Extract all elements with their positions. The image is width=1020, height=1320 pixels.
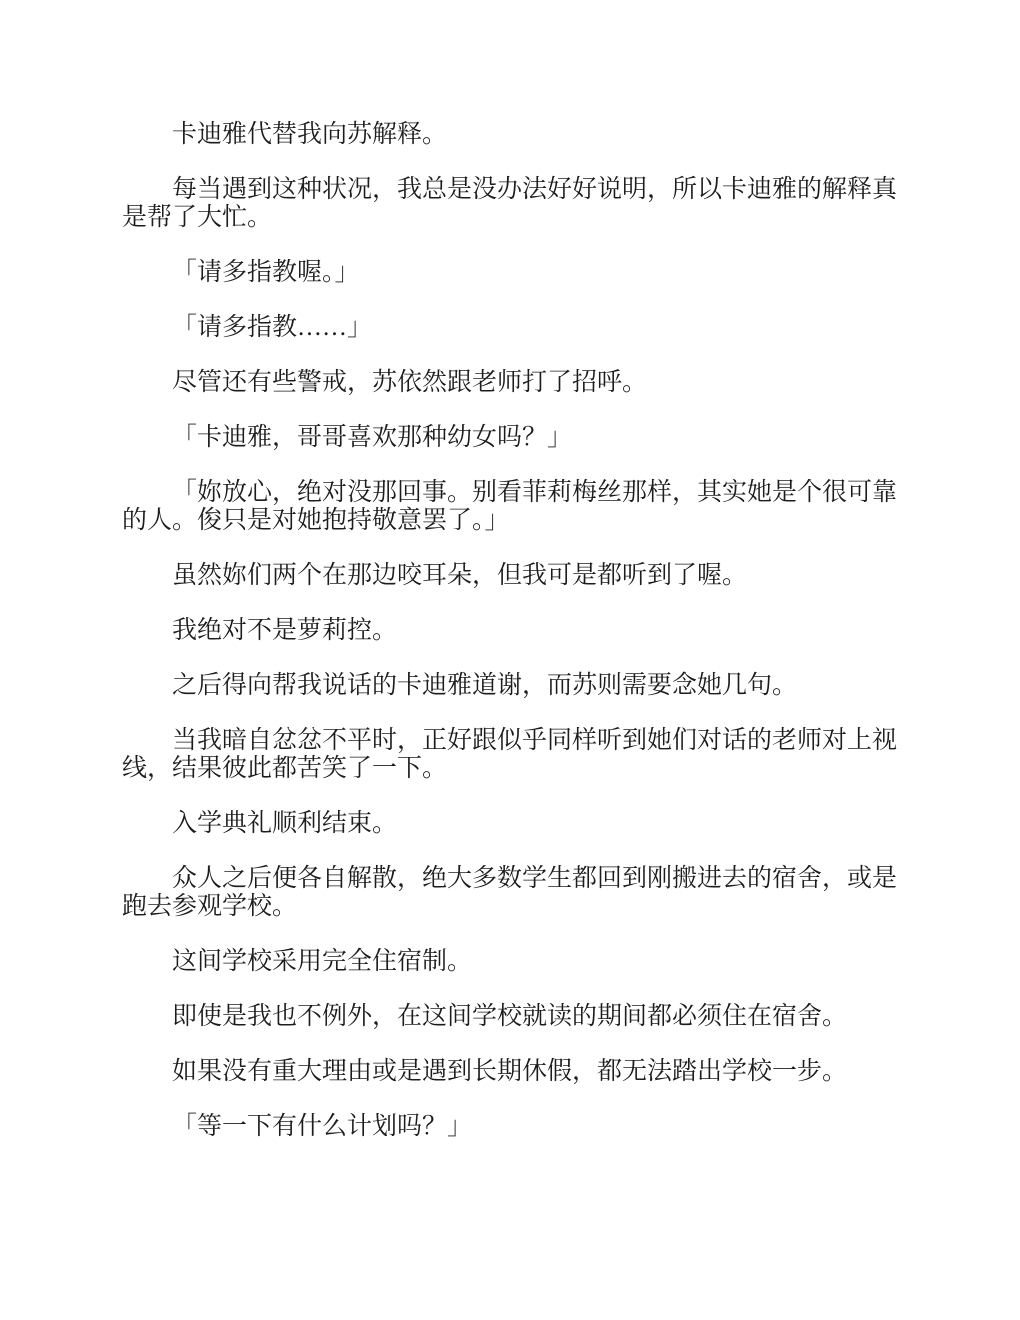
paragraph: 「卡迪雅，哥哥喜欢那种幼女吗？」	[172, 424, 573, 451]
paragraph: 「请多指教喔。」	[172, 259, 360, 286]
paragraph: 虽然妳们两个在那边咬耳朵，但我可是都听到了喔。	[172, 562, 748, 589]
paragraph: 即使是我也不例外，在这间学校就读的期间都必须住在宿舍。	[172, 1003, 848, 1030]
paragraph: 当我暗自忿忿不平时，正好跟似乎同样听到她们对话的老师对上视线，结果彼此都苦笑了一下。	[122, 727, 898, 782]
paragraph: 如果没有重大理由或是遇到长期休假，都无法踏出学校一步。	[172, 1058, 848, 1085]
paragraph: 「等一下有什么计划吗？」	[172, 1113, 473, 1140]
paragraph: 之后得向帮我说话的卡迪雅道谢，而苏则需要念她几句。	[172, 672, 798, 699]
paragraph: 「妳放心，绝对没那回事。别看菲莉梅丝那样，其实她是个很可靠的人。俊只是对她抱持敬意罢了。」	[122, 479, 898, 534]
paragraph: 入学典礼顺利结束。	[172, 810, 398, 837]
paragraph: 「请多指教……」	[172, 314, 373, 341]
paragraph: 每当遇到这种状况，我总是没办法好好说明，所以卡迪雅的解释真是帮了大忙。	[122, 176, 898, 231]
paragraph: 卡迪雅代替我向苏解释。	[172, 121, 448, 148]
paragraph: 我绝对不是萝莉控。	[172, 617, 398, 644]
paragraph: 众人之后便各自解散，绝大多数学生都回到刚搬进去的宿舍，或是跑去参观学校。	[122, 865, 898, 920]
text-block	[122, 121, 902, 1168]
paragraph: 这间学校采用完全住宿制。	[172, 948, 473, 975]
paragraph: 尽管还有些警戒，苏依然跟老师打了招呼。	[172, 369, 648, 396]
